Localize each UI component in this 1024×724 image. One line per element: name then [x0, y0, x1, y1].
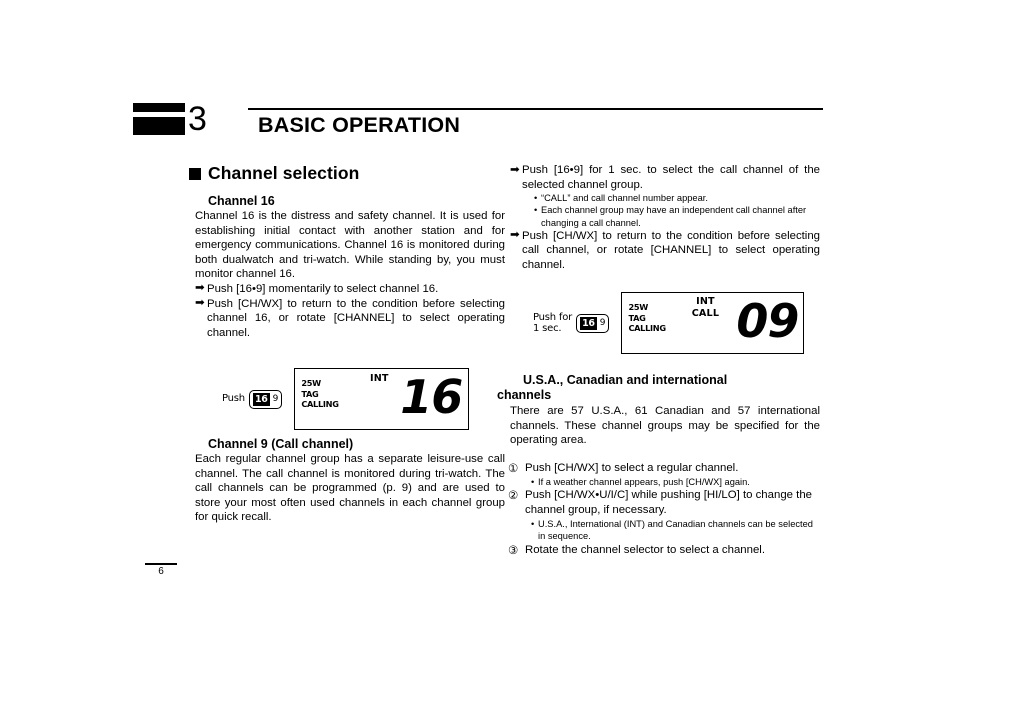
channel-9-block — [195, 437, 505, 525]
lcd-power-label: 25W — [628, 302, 648, 312]
figure-channel-16 — [222, 368, 469, 430]
section-heading-label: Channel selection — [208, 163, 360, 183]
chapter-header — [133, 100, 823, 148]
page-number-rule — [145, 563, 177, 565]
list-item — [510, 163, 820, 229]
figure-call-channel-09 — [533, 292, 804, 354]
subheading-usa-channels-line1: U.S.A., Canadian and international — [523, 373, 728, 387]
lcd-channel-number: 16 — [400, 370, 463, 424]
channel-16-bullet-list — [195, 282, 505, 340]
paragraph-usa-channels: There are 57 U.S.A., 61 Canadian and 57 international channels. These channel groups may be specified for the operating area. — [510, 405, 820, 447]
key-16-label: 16 — [254, 393, 268, 405]
dot-bullet-icon: • — [531, 477, 535, 487]
arrow-bullet-icon: ➡ — [195, 282, 205, 295]
chapter-bar-thick — [133, 117, 185, 135]
lcd-tag-label: TAG — [301, 388, 319, 399]
list-item-text: Push [CH/WX] to select a regular channel. — [525, 462, 739, 474]
key-9-label: 9 — [599, 317, 606, 328]
list-item — [508, 461, 818, 488]
chapter-bar-thin — [133, 103, 185, 112]
list-item — [195, 297, 505, 341]
lcd-calling-label: CALLING — [628, 323, 666, 333]
lcd-calling-label: CALLING — [301, 399, 339, 409]
page-number: 6 — [158, 565, 164, 577]
subheading-channel-9: Channel 9 (Call channel) — [208, 437, 354, 451]
list-item-text: U.S.A., International (INT) and Canadian channels can be selected in sequence. — [538, 519, 813, 542]
chapter-bars-decoration — [133, 103, 185, 135]
subheading-usa-channels-line2: channels — [497, 388, 552, 402]
lcd-tag-label: TAG — [628, 312, 646, 323]
list-item-text: Each channel group may have an independent call channel after changing a call channel. — [541, 205, 807, 228]
page-number-footer — [142, 563, 180, 578]
lcd-mode-stack — [682, 296, 728, 319]
circled-number-1-icon: ① — [508, 462, 519, 475]
circled-number-2-icon: ② — [508, 489, 519, 503]
lcd-display-channel-16 — [294, 368, 469, 430]
lcd-display-call-channel — [621, 292, 804, 354]
right-column — [510, 163, 820, 273]
arrow-bullet-icon: ➡ — [195, 297, 205, 310]
list-item-text: Push [16•9] for 1 sec. to select the call channel of the selected channel group. — [522, 164, 820, 191]
dot-bullet-icon: • — [531, 519, 535, 530]
lcd-int-label: INT — [696, 296, 715, 307]
usa-channels-steps — [508, 461, 818, 558]
list-item — [531, 476, 818, 488]
dot-bullet-icon: • — [534, 205, 538, 216]
call-channel-bullet-list — [510, 163, 820, 273]
subheading-usa-channels — [497, 373, 820, 403]
list-item — [195, 282, 505, 297]
list-item-text: Rotate the channel selector to select a channel. — [525, 543, 765, 556]
lcd-status-stack — [301, 378, 338, 410]
subheading-channel-16: Channel 16 — [208, 194, 275, 208]
paragraph-channel-16: Channel 16 is the distress and safety channel. It is used for establishing initial contact with another station and for emergency communications. Channel 16 is monitored during both dualwatch and tri-watch. While standing by, you must monitor channel 16. — [195, 210, 505, 281]
list-item — [510, 229, 820, 273]
key-16-9-button — [576, 314, 609, 333]
list-item — [534, 192, 820, 204]
chapter-title: BASIC OPERATION — [258, 113, 461, 137]
lcd-mode-stack — [359, 373, 399, 385]
list-item-text: If a weather channel appears, push [CH/WX] again. — [538, 477, 750, 487]
list-item — [531, 518, 818, 542]
section-heading-channel-selection — [189, 163, 505, 184]
key-16-label: 16 — [582, 317, 595, 329]
list-item-text: Push [CH/WX] to return to the condition before selecting call channel, or rotate [CHANNEL] to select operating channel. — [522, 229, 820, 271]
lcd-power-label: 25W — [301, 378, 321, 388]
figure-push-label-line2: 1 sec. — [533, 323, 562, 334]
list-item-text: Push [CH/WX•U/I/C] while pushing [HI/LO] to change the channel group, if necessary. — [525, 489, 812, 517]
list-item — [534, 204, 820, 228]
figure-push-label — [533, 312, 572, 335]
list-item — [508, 488, 818, 542]
circled-number-3-icon: ③ — [508, 543, 519, 557]
lcd-call-label: CALL — [691, 307, 720, 319]
chapter-rule — [248, 108, 823, 110]
sub-bullet-list — [522, 192, 820, 229]
key-9-label: 9 — [272, 393, 279, 404]
key-16-9-button — [249, 390, 282, 409]
sub-bullet-list — [525, 476, 818, 488]
lcd-status-stack — [628, 302, 665, 334]
list-item — [508, 543, 818, 558]
list-item-text: Push [16•9] momentarily to select channel 16. — [207, 282, 439, 295]
paragraph-channel-9: Each regular channel group has a separate leisure-use call channel. The call channel is monitored during tri-watch. The call channels can be programmed (p. 9) and are used to store your most often used channels in each channel group for quick recall. — [195, 453, 505, 524]
list-item-text: Push [CH/WX] to return to the condition before selecting channel 16, or rotate [CHANNEL] to select operating channel. — [207, 297, 505, 339]
chapter-number: 3 — [188, 100, 207, 138]
usa-channels-block — [497, 373, 820, 448]
dot-bullet-icon: • — [534, 193, 538, 204]
list-item-text: “CALL” and call channel number appear. — [541, 193, 708, 204]
sub-bullet-list — [525, 518, 818, 542]
arrow-bullet-icon: ➡ — [510, 229, 520, 242]
black-square-icon — [189, 168, 201, 180]
numbered-step-list — [508, 461, 818, 558]
figure-push-label-line1: Push for — [533, 311, 573, 323]
figure-push-label: Push — [222, 393, 245, 405]
left-column — [195, 163, 505, 340]
lcd-int-label: INT — [369, 373, 389, 384]
lcd-channel-number: 09 — [736, 294, 799, 348]
arrow-bullet-icon: ➡ — [510, 163, 520, 176]
